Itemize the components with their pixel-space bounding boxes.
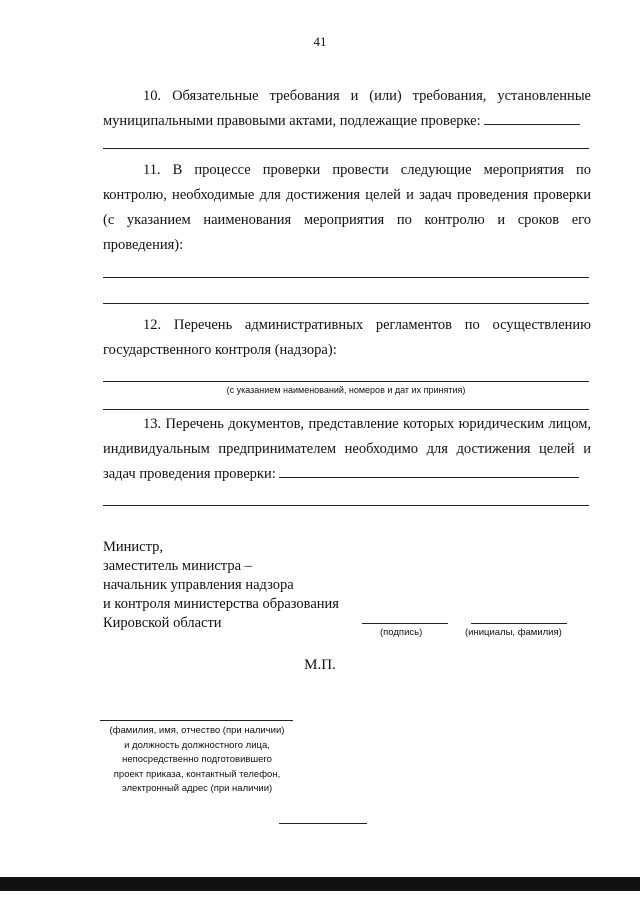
item-12-rule-2 bbox=[103, 409, 589, 410]
footnote-line bbox=[100, 720, 293, 721]
signatory-line-4: и контроля министерства образования bbox=[103, 596, 339, 612]
item-11-rule-1 bbox=[103, 277, 589, 278]
stamp-placeholder: М.П. bbox=[304, 657, 336, 673]
item-13-text: 13. Перечень документов, представление которых юридическим лицом, индивидуальным предпринимателем необходимо для достижения целей и задач проведения проверки: bbox=[103, 416, 591, 482]
signatory-line-1: Министр, bbox=[103, 539, 163, 555]
footnote-line-2: и должность должностного лица, bbox=[124, 739, 270, 751]
footnote bbox=[97, 724, 297, 797]
footnote-line-1: (фамилия, имя, отчество (при наличии) bbox=[109, 725, 285, 736]
name-line bbox=[471, 623, 567, 624]
page-number: 41 bbox=[313, 34, 327, 49]
item-11: 11. В процессе проверки провести следующие мероприятия по контролю, необходимые для достижения целей и задач проведения проверки (с указанием наименования мероприятия по контролю и сроков его проведения): bbox=[103, 162, 591, 253]
item-10 bbox=[103, 84, 591, 134]
signature-label: (подпись) bbox=[380, 627, 423, 638]
item-10-blank-line bbox=[484, 123, 580, 125]
footnote-line-5: электронный адрес (при наличии) bbox=[121, 783, 273, 794]
item-13-blank-line bbox=[279, 476, 579, 478]
scan-edge-bar bbox=[0, 877, 640, 891]
item-10-rule bbox=[103, 148, 589, 149]
item-13-rule bbox=[103, 505, 589, 506]
item-12-rule-1 bbox=[103, 381, 589, 382]
item-12: 12. Перечень административных регламентов по осуществлению государственного контроля (надзора): bbox=[103, 317, 591, 358]
item-13 bbox=[103, 412, 591, 487]
item-12-caption: (с указанием наименований, номеров и дат их принятия) bbox=[226, 385, 466, 395]
signatory-title bbox=[103, 538, 403, 633]
end-separator-line bbox=[279, 823, 367, 824]
signatory-line-2: заместитель министра – bbox=[103, 558, 252, 574]
footnote-line-3: непосредственно подготовившего bbox=[122, 754, 272, 765]
footnote-line-4: проект приказа, контактный телефон, bbox=[113, 768, 281, 780]
name-label: (инициалы, фамилия) bbox=[465, 627, 562, 638]
signatory-line-5: Кировской области bbox=[103, 615, 222, 631]
signature-line bbox=[362, 623, 448, 624]
item-10-text: 10. Обязательные требования и (или) требования, установленные муниципальными правовыми актами, подлежащие проверке: bbox=[103, 88, 591, 129]
signatory-line-3: начальник управления надзора bbox=[103, 577, 294, 593]
item-11-rule-2 bbox=[103, 303, 589, 304]
